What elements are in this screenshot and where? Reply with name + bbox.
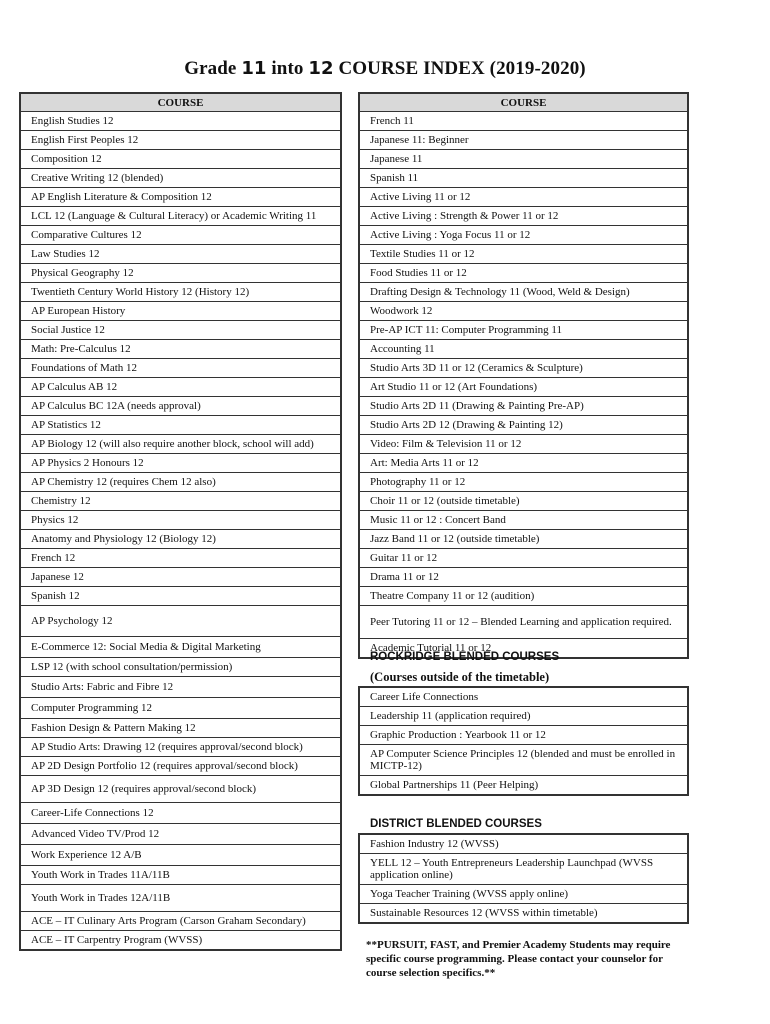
course-row bbox=[20, 188, 341, 207]
blended-course-row bbox=[359, 687, 688, 707]
course-row bbox=[359, 568, 688, 587]
course-row bbox=[20, 885, 341, 912]
blended-course-row bbox=[359, 707, 688, 726]
course-name: AP Biology 12 (will also require another block, school will add) bbox=[20, 435, 341, 454]
course-row bbox=[20, 776, 341, 803]
course-name: Studio Arts: Fabric and Fibre 12 bbox=[20, 677, 341, 698]
course-name: Jazz Band 11 or 12 (outside timetable) bbox=[359, 530, 688, 549]
course-row bbox=[20, 245, 341, 264]
course-name: LCL 12 (Language & Cultural Literacy) or Academic Writing 11 bbox=[20, 207, 341, 226]
course-name: Drafting Design & Technology 11 (Wood, Weld & Design) bbox=[359, 283, 688, 302]
course-name: Chemistry 12 bbox=[20, 492, 341, 511]
course-row bbox=[20, 302, 341, 321]
course-name: Theatre Company 11 or 12 (audition) bbox=[359, 587, 688, 606]
course-name: Creative Writing 12 (blended) bbox=[20, 169, 341, 188]
course-name: Advanced Video TV/Prod 12 bbox=[20, 824, 341, 845]
course-name: Japanese 11 bbox=[359, 150, 688, 169]
course-column-header: COURSE bbox=[359, 93, 688, 112]
course-row bbox=[359, 169, 688, 188]
course-name: Peer Tutoring 11 or 12 – Blended Learning and application required. bbox=[359, 606, 688, 639]
blended-course-row bbox=[359, 776, 688, 796]
course-name: Japanese 11: Beginner bbox=[359, 131, 688, 150]
course-name: Studio Arts 3D 11 or 12 (Ceramics & Sculpture) bbox=[359, 359, 688, 378]
course-name: Career-Life Connections 12 bbox=[20, 803, 341, 824]
course-name: Physics 12 bbox=[20, 511, 341, 530]
course-name: Studio Arts 2D 11 (Drawing & Painting Pre-AP) bbox=[359, 397, 688, 416]
course-row bbox=[20, 435, 341, 454]
course-name: Sustainable Resources 12 (WVSS within timetable) bbox=[359, 904, 688, 924]
course-row bbox=[359, 530, 688, 549]
course-name: Social Justice 12 bbox=[20, 321, 341, 340]
course-name: Japanese 12 bbox=[20, 568, 341, 587]
course-row bbox=[359, 264, 688, 283]
course-row bbox=[20, 587, 341, 606]
course-row bbox=[20, 131, 341, 150]
course-name: AP 3D Design 12 (requires approval/second block) bbox=[20, 776, 341, 803]
course-row bbox=[20, 530, 341, 549]
course-name: Textile Studies 11 or 12 bbox=[359, 245, 688, 264]
course-name: Drama 11 or 12 bbox=[359, 568, 688, 587]
course-name: Leadership 11 (application required) bbox=[359, 707, 688, 726]
course-row bbox=[20, 866, 341, 885]
course-name: Fashion Design & Pattern Making 12 bbox=[20, 719, 341, 738]
course-row bbox=[20, 511, 341, 530]
district-course-table bbox=[358, 833, 689, 924]
course-row bbox=[20, 677, 341, 698]
course-row bbox=[20, 719, 341, 738]
course-row bbox=[20, 397, 341, 416]
course-row bbox=[359, 587, 688, 606]
course-row bbox=[359, 511, 688, 530]
course-row bbox=[359, 226, 688, 245]
course-row bbox=[20, 112, 341, 131]
course-row bbox=[20, 912, 341, 931]
course-row bbox=[20, 150, 341, 169]
course-name: AP Physics 2 Honours 12 bbox=[20, 454, 341, 473]
title-prefix: Grade bbox=[184, 58, 242, 79]
course-name: Accounting 11 bbox=[359, 340, 688, 359]
course-row bbox=[359, 435, 688, 454]
course-name: Comparative Cultures 12 bbox=[20, 226, 341, 245]
course-row bbox=[359, 378, 688, 397]
course-row bbox=[359, 112, 688, 131]
course-row bbox=[20, 606, 341, 637]
district-heading: DISTRICT BLENDED COURSES bbox=[370, 818, 542, 830]
course-row bbox=[359, 321, 688, 340]
course-row bbox=[20, 226, 341, 245]
page-title bbox=[0, 58, 770, 80]
course-row bbox=[20, 169, 341, 188]
rockridge-course-table bbox=[358, 686, 689, 796]
course-name: Graphic Production : Yearbook 11 or 12 bbox=[359, 726, 688, 745]
course-row bbox=[20, 207, 341, 226]
course-name: Physical Geography 12 bbox=[20, 264, 341, 283]
title-mid: into bbox=[266, 58, 309, 79]
course-name: AP Calculus BC 12A (needs approval) bbox=[20, 397, 341, 416]
course-name: Spanish 11 bbox=[359, 169, 688, 188]
course-name: AP European History bbox=[20, 302, 341, 321]
grade12-course-table bbox=[19, 92, 342, 951]
course-name: YELL 12 – Youth Entrepreneurs Leadership Launchpad (WVSS application online) bbox=[359, 854, 688, 885]
course-name: Math: Pre-Calculus 12 bbox=[20, 340, 341, 359]
course-name: Academic Tutorial 11 or 12 bbox=[359, 639, 688, 659]
course-name: AP Chemistry 12 (requires Chem 12 also) bbox=[20, 473, 341, 492]
course-name: Computer Programming 12 bbox=[20, 698, 341, 719]
course-name: Global Partnerships 11 (Peer Helping) bbox=[359, 776, 688, 796]
course-name: Youth Work in Trades 12A/11B bbox=[20, 885, 341, 912]
course-name: Twentieth Century World History 12 (History 12) bbox=[20, 283, 341, 302]
course-name: Art Studio 11 or 12 (Art Foundations) bbox=[359, 378, 688, 397]
course-name: Choir 11 or 12 (outside timetable) bbox=[359, 492, 688, 511]
course-name: Art: Media Arts 11 or 12 bbox=[359, 454, 688, 473]
course-row bbox=[359, 150, 688, 169]
district-course-row bbox=[359, 904, 688, 924]
course-row bbox=[20, 568, 341, 587]
title-grade-from: 11 bbox=[241, 58, 267, 79]
course-name: Spanish 12 bbox=[20, 587, 341, 606]
district-course-row bbox=[359, 885, 688, 904]
course-row bbox=[20, 698, 341, 719]
course-name: Woodwork 12 bbox=[359, 302, 688, 321]
course-name: Work Experience 12 A/B bbox=[20, 845, 341, 866]
course-name: AP Calculus AB 12 bbox=[20, 378, 341, 397]
course-row bbox=[359, 245, 688, 264]
course-name: AP 2D Design Portfolio 12 (requires approval/second block) bbox=[20, 757, 341, 776]
course-row bbox=[20, 321, 341, 340]
course-name: Pre-AP ICT 11: Computer Programming 11 bbox=[359, 321, 688, 340]
grade11-course-table bbox=[358, 92, 689, 659]
course-row bbox=[20, 803, 341, 824]
course-name: Anatomy and Physiology 12 (Biology 12) bbox=[20, 530, 341, 549]
course-name: Fashion Industry 12 (WVSS) bbox=[359, 834, 688, 854]
course-row bbox=[359, 473, 688, 492]
course-name: ACE – IT Carpentry Program (WVSS) bbox=[20, 931, 341, 951]
course-name: AP Statistics 12 bbox=[20, 416, 341, 435]
course-row bbox=[359, 397, 688, 416]
course-row bbox=[20, 637, 341, 658]
district-course-row bbox=[359, 834, 688, 854]
blended-course-row bbox=[359, 745, 688, 776]
course-name: Studio Arts 2D 12 (Drawing & Painting 12) bbox=[359, 416, 688, 435]
course-name: Law Studies 12 bbox=[20, 245, 341, 264]
rockridge-subheading: (Courses outside of the timetable) bbox=[370, 670, 550, 684]
course-name: Composition 12 bbox=[20, 150, 341, 169]
course-row bbox=[359, 454, 688, 473]
title-suffix: COURSE INDEX (2019-2020) bbox=[333, 58, 586, 79]
course-name: ACE – IT Culinary Arts Program (Carson Graham Secondary) bbox=[20, 912, 341, 931]
course-name: Active Living : Yoga Focus 11 or 12 bbox=[359, 226, 688, 245]
course-row bbox=[20, 757, 341, 776]
course-column-header: COURSE bbox=[20, 93, 341, 112]
course-name: LSP 12 (with school consultation/permission) bbox=[20, 658, 341, 677]
rockridge-heading: ROCKRIDGE BLENDED COURSES bbox=[370, 651, 560, 663]
course-row bbox=[20, 931, 341, 951]
title-grade-to: 12 bbox=[308, 58, 334, 79]
course-name: Music 11 or 12 : Concert Band bbox=[359, 511, 688, 530]
course-name: Yoga Teacher Training (WVSS apply online) bbox=[359, 885, 688, 904]
course-row bbox=[359, 302, 688, 321]
course-name: AP English Literature & Composition 12 bbox=[20, 188, 341, 207]
course-row bbox=[359, 131, 688, 150]
course-row bbox=[359, 340, 688, 359]
course-row bbox=[20, 845, 341, 866]
course-row bbox=[20, 658, 341, 677]
course-name: AP Psychology 12 bbox=[20, 606, 341, 637]
course-name: Video: Film & Television 11 or 12 bbox=[359, 435, 688, 454]
course-row bbox=[20, 283, 341, 302]
blended-course-row bbox=[359, 726, 688, 745]
course-row bbox=[359, 207, 688, 226]
course-name: Career Life Connections bbox=[359, 687, 688, 707]
course-row bbox=[359, 606, 688, 639]
course-name: Photography 11 or 12 bbox=[359, 473, 688, 492]
course-row bbox=[20, 473, 341, 492]
course-name: Foundations of Math 12 bbox=[20, 359, 341, 378]
course-name: English Studies 12 bbox=[20, 112, 341, 131]
course-name: Guitar 11 or 12 bbox=[359, 549, 688, 568]
course-name: Active Living : Strength & Power 11 or 12 bbox=[359, 207, 688, 226]
course-row bbox=[20, 454, 341, 473]
course-name: English First Peoples 12 bbox=[20, 131, 341, 150]
district-course-row bbox=[359, 854, 688, 885]
pursuit-note: **PURSUIT, FAST, and Premier Academy Students may require specific course programming. Please contact your counselor for course selection specifics.** bbox=[366, 939, 671, 979]
course-row bbox=[359, 549, 688, 568]
course-name: French 11 bbox=[359, 112, 688, 131]
course-name: AP Computer Science Principles 12 (blended and must be enrolled in MICTP-12) bbox=[359, 745, 688, 776]
course-row bbox=[20, 549, 341, 568]
course-row bbox=[20, 359, 341, 378]
course-row bbox=[20, 824, 341, 845]
course-name: AP Studio Arts: Drawing 12 (requires approval/second block) bbox=[20, 738, 341, 757]
course-row bbox=[20, 264, 341, 283]
course-name: Youth Work in Trades 11A/11B bbox=[20, 866, 341, 885]
course-name: French 12 bbox=[20, 549, 341, 568]
course-row bbox=[359, 492, 688, 511]
course-name: Active Living 11 or 12 bbox=[359, 188, 688, 207]
course-row bbox=[20, 738, 341, 757]
course-name: Food Studies 11 or 12 bbox=[359, 264, 688, 283]
course-row bbox=[359, 188, 688, 207]
course-row bbox=[20, 378, 341, 397]
course-row bbox=[359, 359, 688, 378]
course-name: E-Commerce 12: Social Media & Digital Marketing bbox=[20, 637, 341, 658]
course-row bbox=[359, 283, 688, 302]
course-row bbox=[20, 340, 341, 359]
course-row bbox=[20, 416, 341, 435]
course-row bbox=[359, 416, 688, 435]
course-row bbox=[20, 492, 341, 511]
